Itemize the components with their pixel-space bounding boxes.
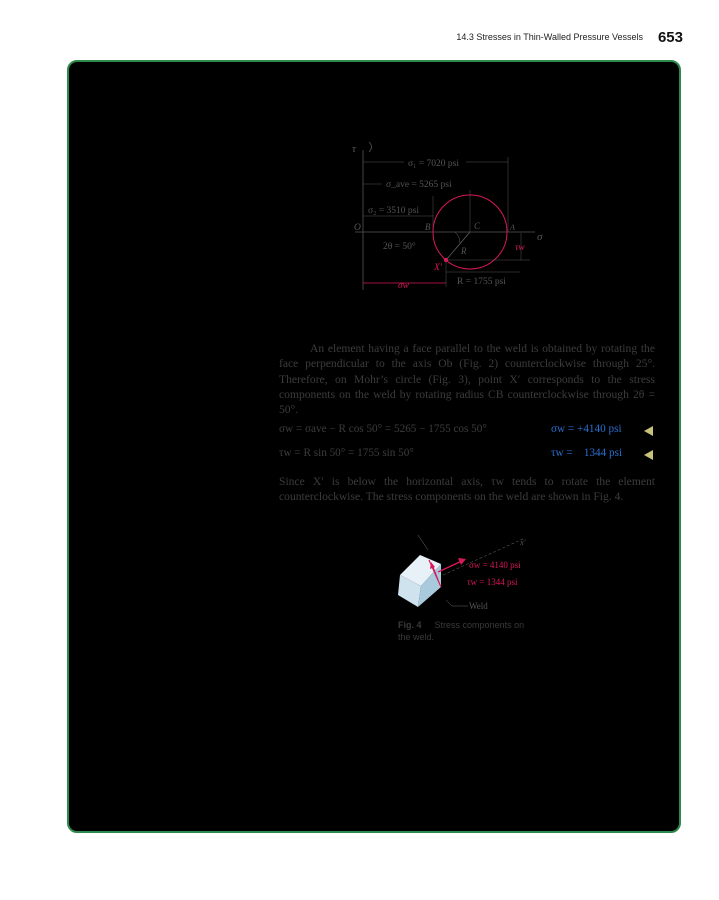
equation-sigma-w-expression: σw = σave − R cos 50° = 5265 − 1755 cos 50°	[279, 423, 487, 435]
fig4-tau-label: τw = 1344 psi	[467, 577, 518, 587]
point-a-label: A	[510, 223, 515, 232]
equation-tau-w-result: τw = 1344 psi	[551, 447, 623, 459]
point-c-label: C	[474, 221, 481, 231]
x-prime-axis-label: x′	[520, 537, 526, 547]
weld-label: Weld	[469, 601, 488, 611]
answer-marker-icon	[644, 426, 653, 436]
page-number: 653	[657, 29, 683, 46]
running-head	[0, 30, 719, 50]
mohr-circle-figure	[340, 135, 570, 295]
point-o-label: O	[354, 223, 361, 233]
answer-marker-icon	[644, 450, 653, 460]
fig4-caption	[398, 619, 538, 643]
fig4-caption-number: Fig. 4	[398, 620, 422, 630]
point-b-label: B	[425, 222, 431, 232]
equation-sigma-w-result: σw = +4140 psi	[551, 423, 622, 435]
tau-axis-label: τ	[352, 143, 356, 155]
sigma-w-label: σw	[398, 281, 410, 291]
fig4-caption-text: Stress components on the weld.	[398, 620, 525, 642]
section-title: 14.3 Stresses in Thin-Walled Pressure Vessels	[456, 32, 643, 42]
angle-label: 2θ = 50°	[383, 242, 416, 252]
paragraph-weld-element: An element having a face parallel to the weld is obtained by rotating the face perpendicular to the axis Ob (Fig. 2) counterclockwise through 25°. Therefore, on Mohr’s circle (Fig. 3), point X′ corresponds to the stress components on the weld by rotating radius CB counterclockwise through 2θ = 50°.	[279, 342, 655, 417]
fig4-stress-element	[390, 530, 540, 620]
sigma2-label: σ₂ = 3510 psi	[368, 206, 420, 216]
sigma1-label: σ₁ = 7020 psi	[408, 159, 460, 169]
radius-value-label: R = 1755 psi	[457, 277, 506, 287]
fig4-sigma-label: σw = 4140 psi	[469, 560, 521, 570]
point-x-label: X′	[434, 263, 442, 273]
tau-w-label: τw	[515, 243, 525, 253]
paragraph-rotation: Since X′ is below the horizontal axis, τw tends to rotate the element counterclockwise. The stress components on the weld are shown in Fig. 4.	[279, 475, 655, 504]
radius-r-label: R	[461, 246, 467, 256]
sigma-axis-label: σ	[537, 231, 543, 243]
equation-sigma-w	[279, 423, 659, 439]
equation-tau-w-expression: τw = R sin 50° = 1755 sin 50°	[279, 447, 414, 459]
sigma-ave-label: σ_ave = 5265 psi	[386, 180, 452, 190]
equation-tau-w	[279, 447, 659, 463]
